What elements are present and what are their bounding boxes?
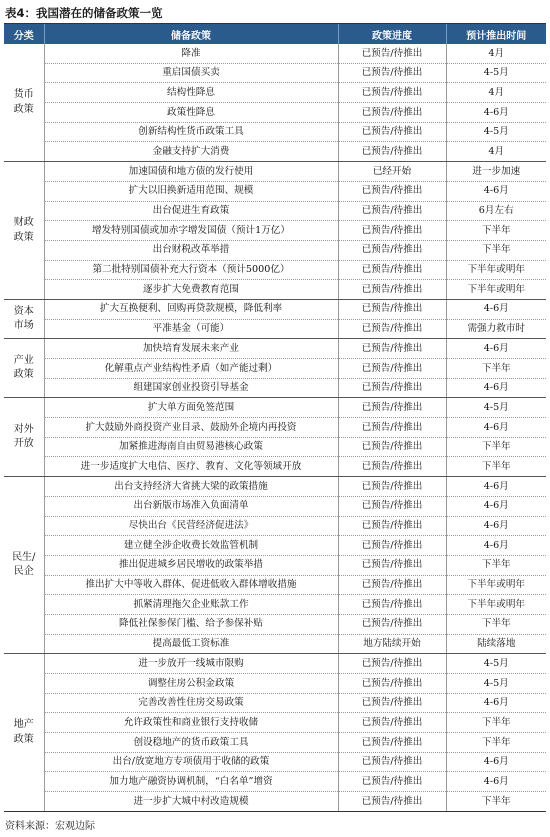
category-cell: 地产 政策 bbox=[4, 654, 44, 812]
table-row bbox=[4, 713, 546, 733]
table-row bbox=[4, 44, 546, 63]
table-row bbox=[4, 437, 546, 457]
policy-cell: 平准基金（可能） bbox=[44, 319, 338, 339]
table-row bbox=[4, 142, 546, 162]
timing-cell: 4-6月 bbox=[446, 299, 546, 319]
table-row bbox=[4, 674, 546, 694]
table-row bbox=[4, 555, 546, 575]
timing-cell: 下半年 bbox=[446, 555, 546, 575]
policy-cell: 出台促进生育政策 bbox=[44, 201, 338, 221]
table-row bbox=[4, 693, 546, 713]
table-row bbox=[4, 457, 546, 477]
table-row bbox=[4, 595, 546, 615]
progress-cell: 已预告/待推出 bbox=[338, 654, 446, 674]
table-row bbox=[4, 319, 546, 339]
policy-cell: 加力地产融资协调机制，“白名单”增资 bbox=[44, 772, 338, 792]
progress-cell: 已预告/待推出 bbox=[338, 575, 446, 595]
timing-cell: 4-5月 bbox=[446, 654, 546, 674]
timing-cell: 4-6月 bbox=[446, 536, 546, 556]
timing-cell: 需强力救市时 bbox=[446, 319, 546, 339]
policy-cell: 完善改善性住房交易政策 bbox=[44, 693, 338, 713]
progress-cell: 已预告/待推出 bbox=[338, 516, 446, 536]
timing-cell: 4月 bbox=[446, 142, 546, 162]
policy-cell: 允许政策性和商业银行支持收储 bbox=[44, 713, 338, 733]
timing-cell: 4-6月 bbox=[446, 181, 546, 201]
timing-cell: 下半年 bbox=[446, 437, 546, 457]
policy-cell: 扩大单方面免签范围 bbox=[44, 398, 338, 418]
timing-cell: 4-5月 bbox=[446, 122, 546, 142]
progress-cell: 已预告/待推出 bbox=[338, 674, 446, 694]
policy-cell: 进一步扩大城中村改造规模 bbox=[44, 792, 338, 812]
timing-cell: 下半年 bbox=[446, 359, 546, 379]
category-cell: 财政 政策 bbox=[4, 162, 44, 300]
timing-cell: 4月 bbox=[446, 83, 546, 103]
table-row bbox=[4, 575, 546, 595]
table-row bbox=[4, 654, 546, 674]
progress-cell: 已预告/待推出 bbox=[338, 614, 446, 634]
timing-cell: 陆续落地 bbox=[446, 634, 546, 654]
table-row bbox=[4, 221, 546, 241]
timing-cell: 4-6月 bbox=[446, 103, 546, 123]
progress-cell: 已预告/待推出 bbox=[338, 103, 446, 123]
progress-cell: 已预告/待推出 bbox=[338, 44, 446, 63]
policy-cell: 结构性降息 bbox=[44, 83, 338, 103]
table-row bbox=[4, 260, 546, 280]
progress-cell: 已预告/待推出 bbox=[338, 280, 446, 300]
policy-cell: 提高最低工资标准 bbox=[44, 634, 338, 654]
policy-cell: 扩大互换便利、回购再贷款规模，降低利率 bbox=[44, 299, 338, 319]
progress-cell: 已预告/待推出 bbox=[338, 378, 446, 398]
progress-cell: 地方陆续开始 bbox=[338, 634, 446, 654]
header-policy: 储备政策 bbox=[44, 24, 338, 44]
progress-cell: 已预告/待推出 bbox=[338, 713, 446, 733]
timing-cell: 4-6月 bbox=[446, 772, 546, 792]
policy-cell: 进一步放开一线城市限购 bbox=[44, 654, 338, 674]
progress-cell: 已预告/待推出 bbox=[338, 240, 446, 260]
timing-cell: 4-6月 bbox=[446, 378, 546, 398]
progress-cell: 已预告/待推出 bbox=[338, 693, 446, 713]
table-row bbox=[4, 122, 546, 142]
policy-cell: 扩大以旧换新适用范围、规模 bbox=[44, 181, 338, 201]
table-row bbox=[4, 792, 546, 812]
policy-cell: 推出扩大中等收入群体、促进低收入群体增收措施 bbox=[44, 575, 338, 595]
progress-cell: 已预告/待推出 bbox=[338, 319, 446, 339]
policy-cell: 尽快出台《民营经济促进法》 bbox=[44, 516, 338, 536]
category-cell: 货币 政策 bbox=[4, 44, 44, 162]
progress-cell: 已预告/待推出 bbox=[338, 201, 446, 221]
timing-cell: 下半年或明年 bbox=[446, 595, 546, 615]
table-row bbox=[4, 299, 546, 319]
timing-cell: 下半年 bbox=[446, 713, 546, 733]
timing-cell: 下半年 bbox=[446, 221, 546, 241]
policy-cell: 出台/放宽地方专项债用于收储的政策 bbox=[44, 752, 338, 772]
table-row bbox=[4, 772, 546, 792]
source-note: 资料来源：宏观边际 bbox=[5, 821, 95, 832]
progress-cell: 已预告/待推出 bbox=[338, 122, 446, 142]
timing-cell: 进一步加速 bbox=[446, 162, 546, 182]
policy-cell: 加紧推进海南自由贸易港核心政策 bbox=[44, 437, 338, 457]
progress-cell: 已预告/待推出 bbox=[338, 772, 446, 792]
table-row bbox=[4, 516, 546, 536]
policy-cell: 扩大鼓励外商投资产业目录、鼓励外企境内再投资 bbox=[44, 418, 338, 438]
timing-cell: 下半年或明年 bbox=[446, 280, 546, 300]
progress-cell: 已经开始 bbox=[338, 162, 446, 182]
table-row bbox=[4, 733, 546, 753]
policy-cell: 推出促进城乡居民增收的政策举措 bbox=[44, 555, 338, 575]
policy-cell: 创新结构性货币政策工具 bbox=[44, 122, 338, 142]
table-row bbox=[4, 201, 546, 221]
policy-table bbox=[4, 24, 546, 812]
progress-cell: 已预告/待推出 bbox=[338, 536, 446, 556]
policy-cell: 出台财税改革举措 bbox=[44, 240, 338, 260]
policy-cell: 抓紧清理拖欠企业账款工作 bbox=[44, 595, 338, 615]
table-row bbox=[4, 477, 546, 497]
table-row bbox=[4, 398, 546, 418]
timing-cell: 4-5月 bbox=[446, 398, 546, 418]
policy-cell: 化解重点产业结构性矛盾（如产能过剩） bbox=[44, 359, 338, 379]
category-cell: 对外 开放 bbox=[4, 398, 44, 477]
table-row bbox=[4, 359, 546, 379]
timing-cell: 4-6月 bbox=[446, 418, 546, 438]
timing-cell: 4-6月 bbox=[446, 496, 546, 516]
table-row bbox=[4, 83, 546, 103]
policy-cell: 逐步扩大免费教育范围 bbox=[44, 280, 338, 300]
progress-cell: 已预告/待推出 bbox=[338, 221, 446, 241]
timing-cell: 下半年 bbox=[446, 240, 546, 260]
category-cell: 产业 政策 bbox=[4, 339, 44, 398]
table-row bbox=[4, 614, 546, 634]
table-row bbox=[4, 240, 546, 260]
table-row bbox=[4, 634, 546, 654]
timing-cell: 下半年 bbox=[446, 457, 546, 477]
table-row bbox=[4, 103, 546, 123]
policy-cell: 进一步适度扩大电信、医疗、教育、文化等领域开放 bbox=[44, 457, 338, 477]
progress-cell: 已预告/待推出 bbox=[338, 555, 446, 575]
progress-cell: 已预告/待推出 bbox=[338, 83, 446, 103]
progress-cell: 已预告/待推出 bbox=[338, 359, 446, 379]
progress-cell: 已预告/待推出 bbox=[338, 477, 446, 497]
table-row bbox=[4, 280, 546, 300]
policy-cell: 增发特别国债或加赤字增发国债（预计1万亿） bbox=[44, 221, 338, 241]
table-header-row bbox=[4, 24, 546, 44]
policy-cell: 第二批特别国债补充大行资本（预计5000亿） bbox=[44, 260, 338, 280]
table-row bbox=[4, 339, 546, 359]
progress-cell: 已预告/待推出 bbox=[338, 457, 446, 477]
table-row bbox=[4, 378, 546, 398]
progress-cell: 已预告/待推出 bbox=[338, 398, 446, 418]
table-title: 表4：我国潜在的储备政策一览 bbox=[5, 6, 163, 20]
policy-cell: 出台支持经济大省挑大梁的政策措施 bbox=[44, 477, 338, 497]
table-row bbox=[4, 162, 546, 182]
progress-cell: 已预告/待推出 bbox=[338, 142, 446, 162]
table-row bbox=[4, 181, 546, 201]
table-row bbox=[4, 536, 546, 556]
table-body bbox=[4, 44, 546, 811]
policy-cell: 创设稳地产的货币政策工具 bbox=[44, 733, 338, 753]
table-row bbox=[4, 63, 546, 83]
policy-cell: 组建国家创业投资引导基金 bbox=[44, 378, 338, 398]
policy-cell: 加速国债和地方债的发行使用 bbox=[44, 162, 338, 182]
timing-cell: 4-6月 bbox=[446, 339, 546, 359]
category-cell: 民生/ 民企 bbox=[4, 477, 44, 654]
category-cell: 资本 市场 bbox=[4, 299, 44, 338]
policy-cell: 金融支持扩大消费 bbox=[44, 142, 338, 162]
timing-cell: 下半年 bbox=[446, 614, 546, 634]
progress-cell: 已预告/待推出 bbox=[338, 733, 446, 753]
timing-cell: 4-5月 bbox=[446, 674, 546, 694]
progress-cell: 已预告/待推出 bbox=[338, 299, 446, 319]
timing-cell: 4-6月 bbox=[446, 752, 546, 772]
policy-cell: 建立健全涉企收费长效监管机制 bbox=[44, 536, 338, 556]
timing-cell: 4月 bbox=[446, 44, 546, 63]
progress-cell: 已预告/待推出 bbox=[338, 437, 446, 457]
progress-cell: 已预告/待推出 bbox=[338, 496, 446, 516]
progress-cell: 已预告/待推出 bbox=[338, 752, 446, 772]
timing-cell: 4-5月 bbox=[446, 63, 546, 83]
header-progress: 政策进度 bbox=[338, 24, 446, 44]
timing-cell: 6月左右 bbox=[446, 201, 546, 221]
policy-cell: 重启国债买卖 bbox=[44, 63, 338, 83]
progress-cell: 已预告/待推出 bbox=[338, 260, 446, 280]
policy-cell: 降低社保参保门槛、给予参保补贴 bbox=[44, 614, 338, 634]
timing-cell: 下半年或明年 bbox=[446, 575, 546, 595]
progress-cell: 已预告/待推出 bbox=[338, 181, 446, 201]
progress-cell: 已预告/待推出 bbox=[338, 418, 446, 438]
timing-cell: 4-6月 bbox=[446, 516, 546, 536]
table-row bbox=[4, 418, 546, 438]
policy-cell: 出台新版市场准入负面清单 bbox=[44, 496, 338, 516]
policy-cell: 调整住房公积金政策 bbox=[44, 674, 338, 694]
header-category: 分类 bbox=[4, 24, 44, 44]
progress-cell: 已预告/待推出 bbox=[338, 63, 446, 83]
policy-cell: 政策性降息 bbox=[44, 103, 338, 123]
progress-cell: 已预告/待推出 bbox=[338, 792, 446, 812]
timing-cell: 下半年或明年 bbox=[446, 260, 546, 280]
table-row bbox=[4, 752, 546, 772]
timing-cell: 4-6月 bbox=[446, 477, 546, 497]
timing-cell: 下半年 bbox=[446, 792, 546, 812]
table-row bbox=[4, 496, 546, 516]
policy-cell: 降准 bbox=[44, 44, 338, 63]
header-timing: 预计推出时间 bbox=[446, 24, 546, 44]
timing-cell: 4-6月 bbox=[446, 693, 546, 713]
timing-cell: 下半年 bbox=[446, 733, 546, 753]
progress-cell: 已预告/待推出 bbox=[338, 595, 446, 615]
policy-cell: 加快培育发展未来产业 bbox=[44, 339, 338, 359]
progress-cell: 已预告/待推出 bbox=[338, 339, 446, 359]
